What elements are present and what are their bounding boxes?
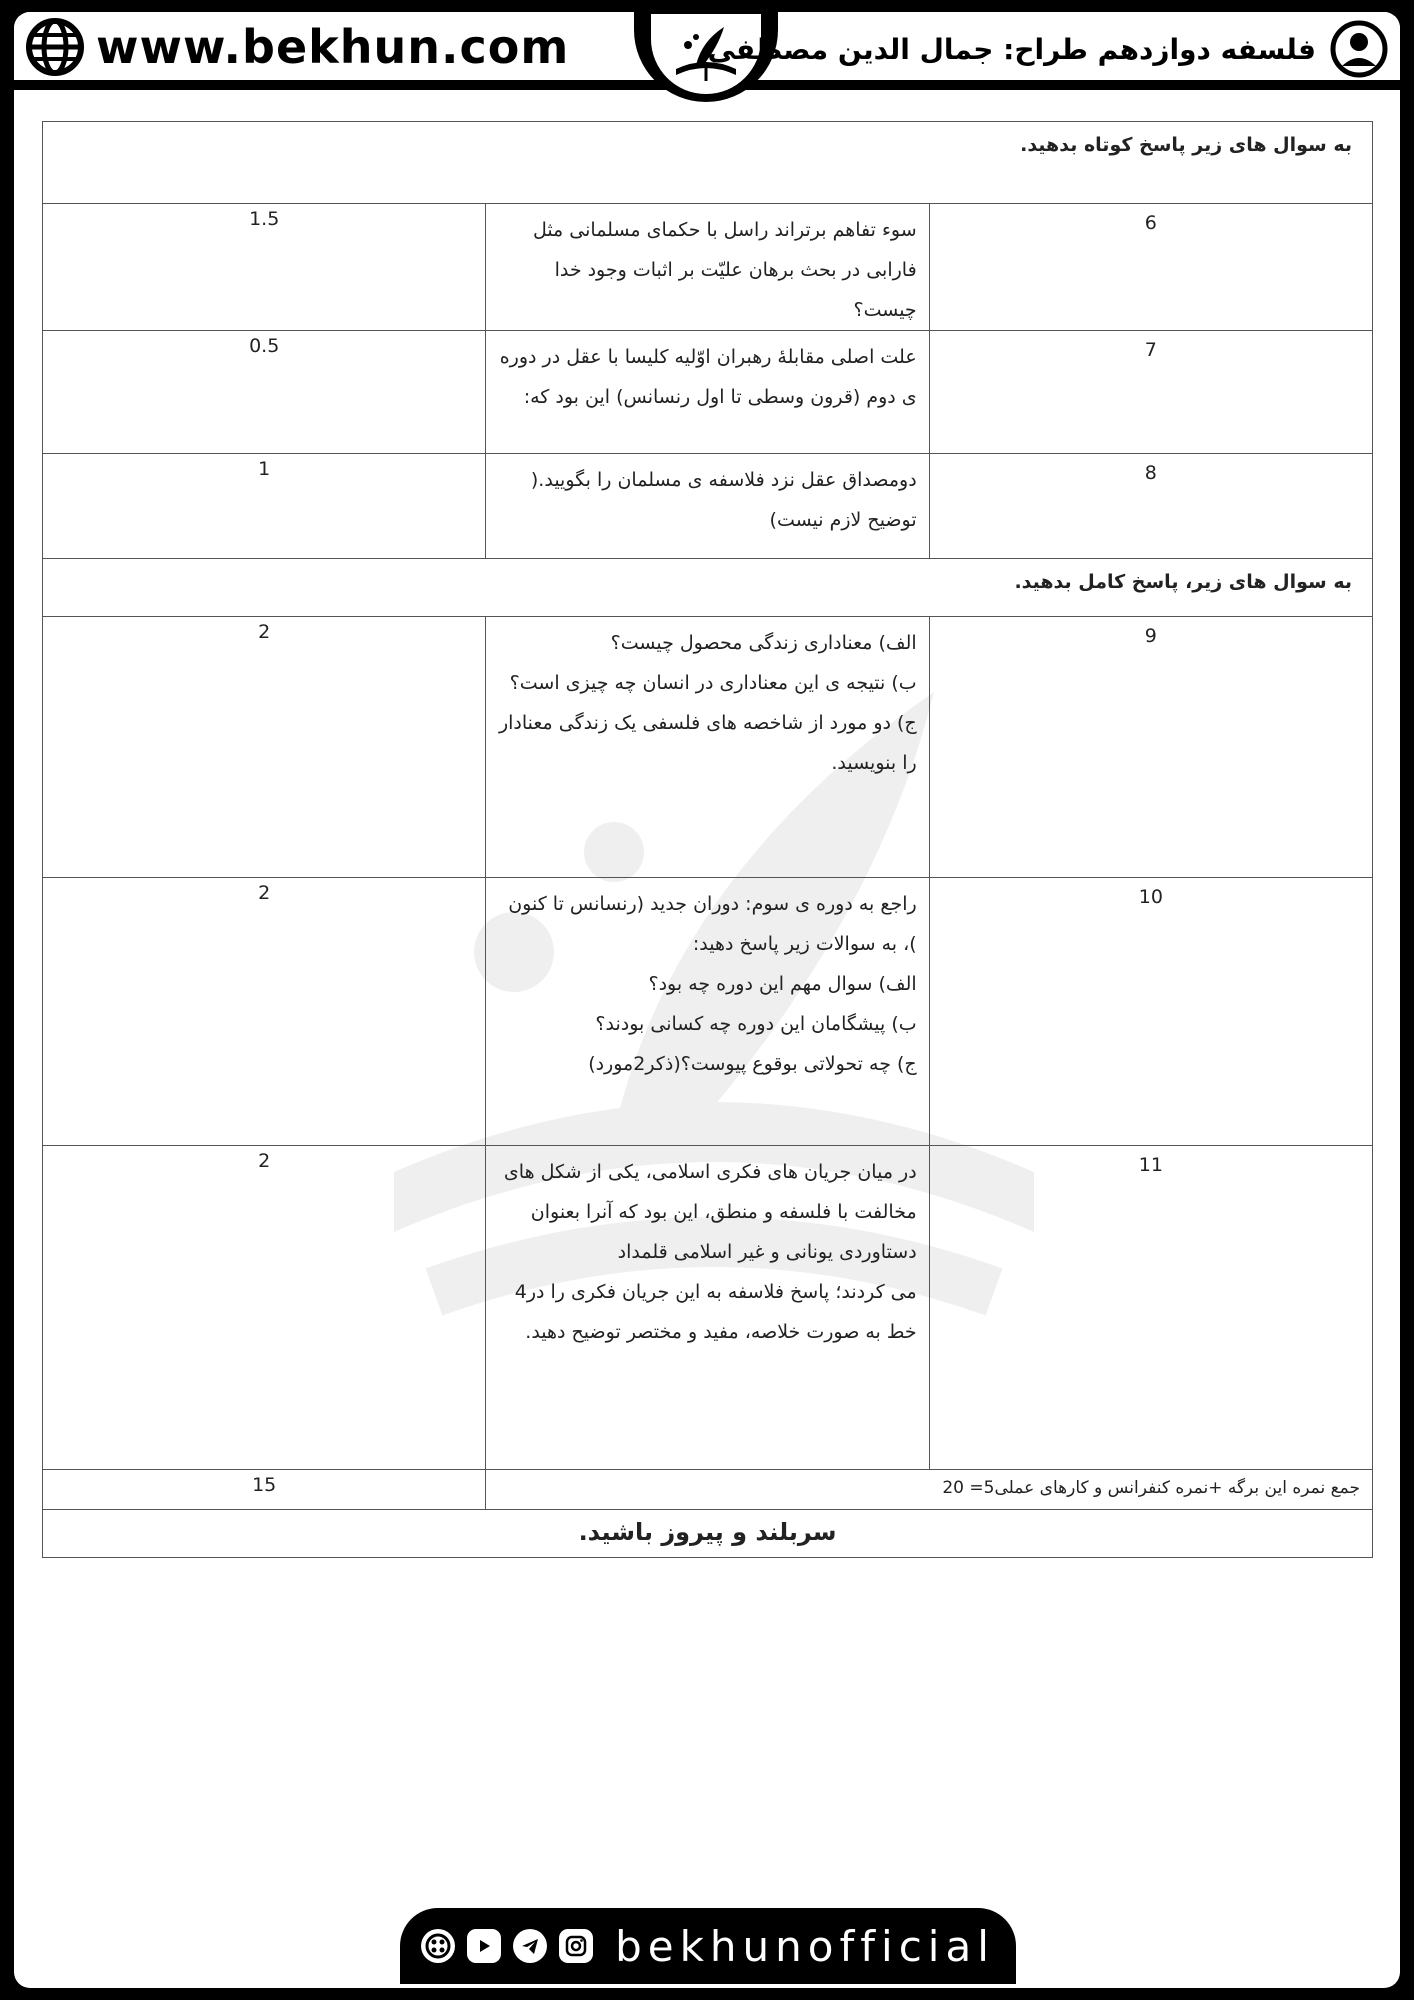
question-score: 1.5	[43, 204, 486, 331]
aparat-icon[interactable]	[421, 1929, 455, 1963]
exam-sheet	[14, 12, 1400, 1988]
youtube-icon[interactable]	[467, 1929, 501, 1963]
question-line: دومصداق عقل نزد فلاسفه ی مسلمان را بگویید.( توضیح لازم نیست)	[530, 469, 917, 531]
question-number: 8	[929, 454, 1372, 559]
total-row	[43, 1470, 1373, 1510]
section-full-row	[43, 559, 1373, 617]
closing-row	[43, 1510, 1373, 1558]
question-row-10	[43, 878, 1373, 1146]
site-block[interactable]	[26, 18, 569, 76]
question-line: الف) سوال مهم این دوره چه بود؟	[648, 973, 917, 995]
question-score: 2	[43, 878, 486, 1146]
question-row-6	[43, 204, 1373, 331]
telegram-icon[interactable]	[513, 1929, 547, 1963]
question-line: ج) چه تحولاتی بوقوع پیوست؟(ذکر2مورد)	[588, 1053, 917, 1075]
question-text[interactable]	[486, 617, 929, 878]
section-short-row	[43, 122, 1373, 204]
instagram-icon[interactable]	[559, 1929, 593, 1963]
question-score: 0.5	[43, 331, 486, 454]
question-line: سوء تفاهم برتراند راسل با حکمای مسلمانی مثل فارابی در بحث برهان علیّت بر اثبات وجود خدا چیست؟	[532, 219, 917, 321]
question-score: 1	[43, 454, 486, 559]
header-title-block	[707, 20, 1388, 78]
question-line: ج) دو مورد از شاخصه های فلسفی یک زندگی معنادار را بنویسید.	[498, 712, 917, 774]
question-line: در میان جریان های فکری اسلامی، یکی از شکل های مخالفت با فلسفه و منطق، این بود که آنرا بعنوان دستاوردی یونانی و غیر اسلامی قلمداد	[503, 1161, 917, 1263]
question-line: علت اصلی مقابلهٔ رهبران اوّلیه کلیسا با عقل در دوره ی دوم (قرون وسطی تا اول رنسانس) این بود که:	[499, 346, 917, 408]
question-number: 7	[929, 331, 1372, 454]
total-description: جمع نمره این برگه +نمره کنفرانس و کارهای عملی5= 20	[486, 1470, 1373, 1510]
question-number: 6	[929, 204, 1372, 331]
question-text[interactable]	[486, 878, 929, 1146]
social-footer	[400, 1908, 1016, 1984]
question-row-11	[43, 1146, 1373, 1470]
question-line: ب) پیشگامان این دوره چه کسانی بودند؟	[595, 1013, 917, 1035]
question-number: 11	[929, 1146, 1372, 1470]
question-text[interactable]	[486, 454, 929, 559]
site-url[interactable]: www.bekhun.com	[96, 20, 570, 74]
question-text[interactable]	[486, 331, 929, 454]
question-line: الف) معناداری زندگی محصول چیست؟	[610, 632, 917, 654]
question-row-7	[43, 331, 1373, 454]
section-full-heading: به سوال های زیر، پاسخ کامل بدهید.	[43, 559, 1373, 617]
question-number: 10	[929, 878, 1372, 1146]
question-text[interactable]	[486, 1146, 929, 1470]
page-header	[14, 12, 1400, 90]
user-avatar-icon	[1330, 20, 1388, 78]
question-line: می کردند؛ پاسخ فلاسفه به این جریان فکری را در4 خط به صورت خلاصه، مفید و مختصر توضیح دهید.	[514, 1281, 917, 1343]
question-line: ب) نتیجه ی این معناداری در انسان چه چیزی است؟	[509, 672, 917, 694]
social-handle[interactable]: bekhunofficial	[615, 1921, 995, 1971]
total-score: 15	[43, 1470, 486, 1510]
question-row-8	[43, 454, 1373, 559]
section-short-heading: به سوال های زیر پاسخ کوتاه بدهید.	[43, 122, 1373, 204]
exam-title: فلسفه دوازدهم طراح: جمال الدین مصطفی	[707, 32, 1316, 66]
question-number: 9	[929, 617, 1372, 878]
question-line: راجع به دوره ی سوم: دوران جدید (رنسانس تا کنون )، به سوالات زیر پاسخ دهید:	[508, 893, 917, 955]
questions-table	[42, 121, 1373, 1558]
question-score: 2	[43, 617, 486, 878]
closing-message: سربلند و پیروز باشید.	[43, 1510, 1373, 1558]
question-score: 2	[43, 1146, 486, 1470]
question-row-9	[43, 617, 1373, 878]
question-text[interactable]	[486, 204, 929, 331]
globe-icon	[26, 18, 84, 76]
